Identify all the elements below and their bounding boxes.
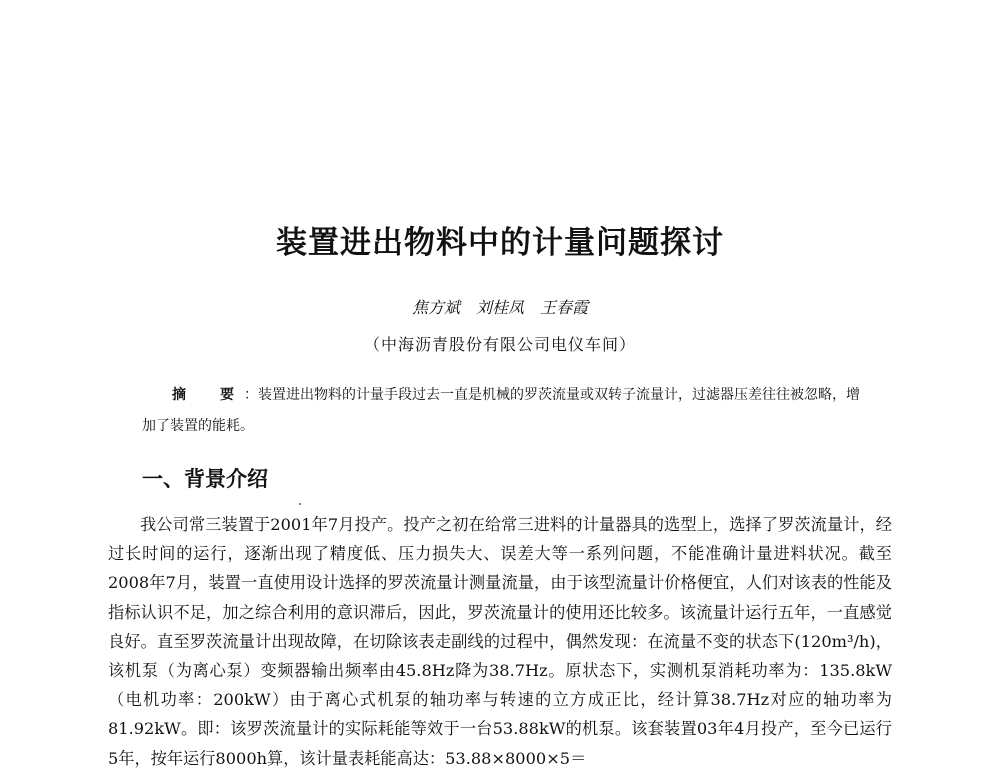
body-paragraph: 我公司常三装置于2001年7月投产。投产之初在给常三进料的计量器具的选型上，选择了罗茨流量计，经过长时间的运行，逐渐出现了精度低、压力损失大、误差大等一系列问题，不能准确计量进料状况。截至2008年7月，装置一直使用设计选择的罗茨流量计测量流量，由于该型流量计价格便宜，人们对该表的性能及指标认识不足，加之综合利用的意识滞后，因此，罗茨流量计的使用还比较多。该流量计运行五年，一直感觉良好。直至罗茨流量计出现故障，在切除该表走副线的过程中，偶然发现：在流量不变的状态下(120m³/h)，该机泵（为离心泵）变频器输出频率由45.8Hz降为38.7Hz。原状态下，实测机泵消耗功率为：135.8kW（电机功率：200kW）由于离心式机泵的轴功率与转速的立方成正比，经计算38.7Hz对应的轴功率为81.92kW。即：该罗茨流量计的实际耗能等效于一台53.88kW的机泵。该套装置03年4月投产，至今已运行5年，按年运行8000h算，该计量表耗能高达：53.88×8000×5＝ — [108, 515, 892, 768]
author-list: 焦方斌 刘桂凤 王春霞 — [411, 298, 588, 317]
section-heading: 一、背景介绍 — [142, 466, 268, 491]
abstract-text: ：装置进出物料的计量手段过去一直是机械的罗茨流量或双转子流量计，过滤器压差往往被忽略，增加了装置的能耗。 — [142, 387, 860, 434]
scan-speck — [299, 503, 301, 505]
affiliation: （中海沥青股份有限公司电仪车间） — [363, 335, 636, 354]
abstract-label: 摘 要 — [172, 387, 244, 403]
paper-title: 装置进出物料中的计量问题探讨 — [276, 225, 724, 261]
abstract — [142, 380, 864, 442]
